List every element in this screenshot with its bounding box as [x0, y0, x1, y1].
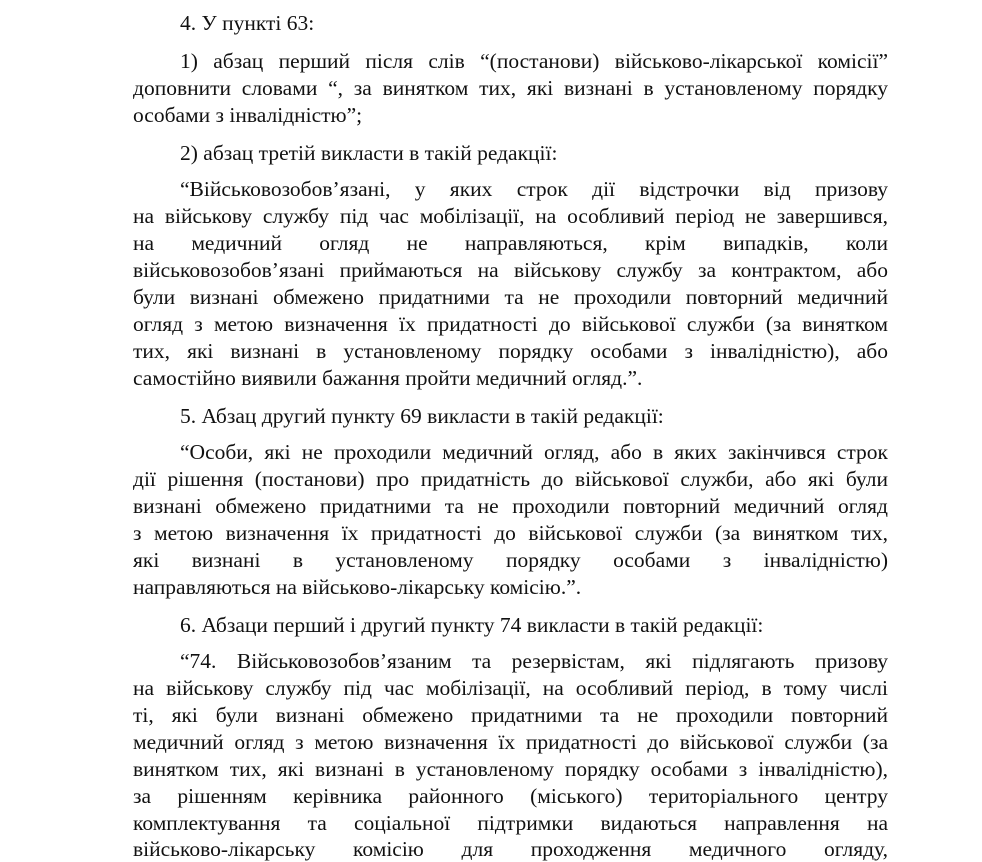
paragraph-line: дії рішення (постанови) про придатність до військової служби, або які були — [133, 467, 888, 491]
paragraph-line: особами з інвалідністю”; — [133, 103, 363, 127]
paragraph-line: які визнані в установленому порядку особами з інвалідністю) — [133, 548, 888, 572]
paragraph-line: на медичний огляд не направляються, крім випадків, коли — [133, 231, 888, 255]
item-4-heading: 4. У пункті 63: — [180, 11, 315, 35]
item-5-heading: 5. Абзац другий пункту 69 викласти в такій редакції: — [180, 404, 664, 428]
paragraph-line: доповнити словами “, за винятком тих, які визнані в установленому порядку — [133, 76, 888, 100]
paragraph-line: тих, які визнані в установленому порядку особами з інвалідністю), або — [133, 339, 888, 363]
paragraph-line: були визнані обмежено придатними та не проходили повторний медичний — [133, 285, 888, 309]
paragraph-line: ті, які були визнані обмежено придатними та не проходили повторний — [133, 703, 888, 727]
paragraph-line: самостійно виявили бажання пройти медичний огляд.”. — [133, 366, 643, 390]
paragraph-line: комплектування та соціальної підтримки видаються направлення на — [133, 811, 888, 835]
paragraph-line: з метою визначення їх придатності до військової служби (за винятком тих, — [133, 521, 888, 545]
paragraph-line: на військову службу під час мобілізації, на особливий період, в тому числі — [133, 676, 888, 700]
paragraph-line: військово-лікарську комісію для проходження медичного огляду, — [133, 837, 888, 861]
paragraph-line: медичний огляд з метою визначення їх придатності до військової служби (за — [133, 730, 888, 754]
item-6-heading: 6. Абзаци перший і другий пункту 74 викласти в такій редакції: — [180, 613, 764, 637]
paragraph-line: “Особи, які не проходили медичний огляд, або в яких закінчився строк — [180, 440, 888, 464]
paragraph-line: визнані обмежено придатними та не проходили повторний медичний огляд — [133, 494, 888, 518]
paragraph-line: “74. Військовозобов’язаним та резервістам, які підлягають призову — [180, 649, 888, 673]
paragraph-line: “Військовозобов’язані, у яких строк дії відстрочки від призову — [180, 177, 888, 201]
paragraph-line: за рішенням керівника районного (міського) територіального центру — [133, 784, 888, 808]
paragraph-line: 2) абзац третій викласти в такій редакції: — [180, 141, 558, 165]
paragraph-line: винятком тих, які визнані в установленому порядку особами з інвалідністю), — [133, 757, 888, 781]
paragraph-line: направляються на військово-лікарську комісію.”. — [133, 575, 582, 599]
paragraph-line: огляд з метою визначення їх придатності до військової служби (за винятком — [133, 312, 888, 336]
paragraph-line: військовозобов’язані приймаються на військову службу за контрактом, або — [133, 258, 888, 282]
paragraph-line: 1) абзац перший після слів “(постанови) військово-лікарської комісії” — [180, 49, 888, 73]
paragraph-line: на військову службу під час мобілізації, на особливий період не завершився, — [133, 204, 888, 228]
